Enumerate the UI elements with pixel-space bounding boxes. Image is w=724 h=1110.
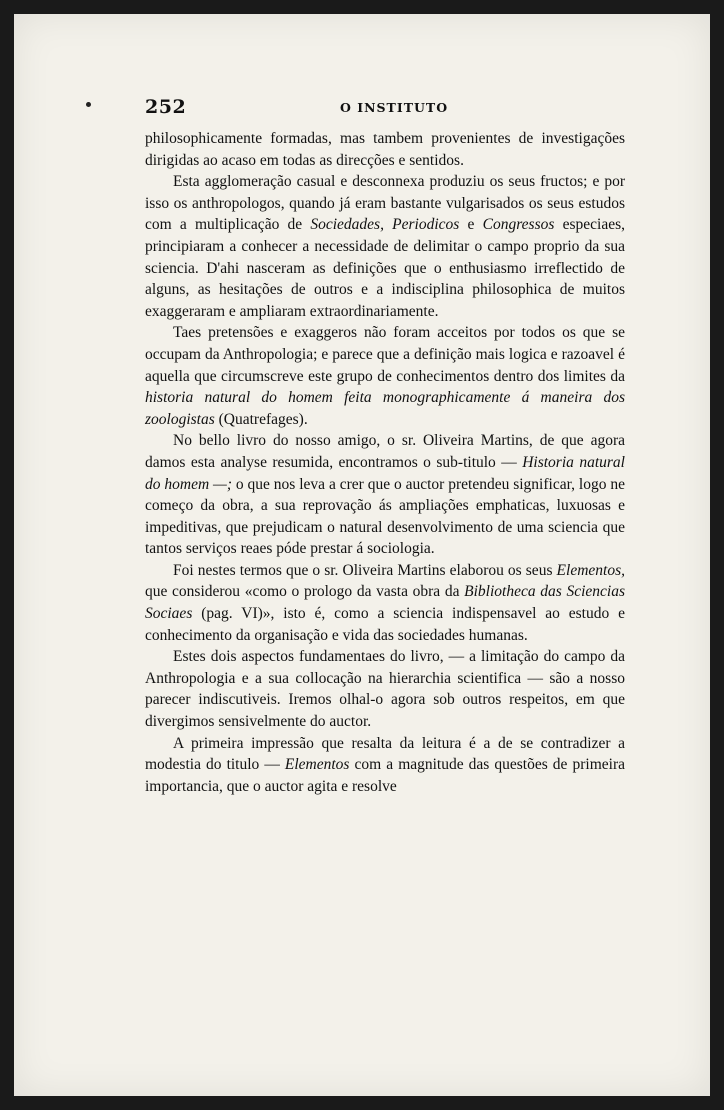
page-number: 252 xyxy=(145,96,187,118)
paragraph xyxy=(145,430,625,560)
paragraph-text: e xyxy=(459,216,483,234)
paragraph xyxy=(145,560,625,646)
paragraph xyxy=(145,646,625,732)
paragraph-text: philosophicamente formadas, mas tambem provenientes de investigações dirigidas ao acaso em todas as direcções e sentidos. xyxy=(145,130,625,169)
paragraph-text: Estes dois aspectos fundamentaes do livro, — a limitação do campo da Anthropologia e a sua collocação na hierarchia scientifica — são a nosso parecer indiscutiveis. Iremos olhal-o agora sob outros respeitos, em que divergimos sensivelmente do auctor. xyxy=(145,648,625,731)
scanned-page xyxy=(14,14,710,1096)
paragraph-text: (Quatrefages). xyxy=(214,410,308,428)
paragraph-text: que considerou «como o prologo da vasta obra da xyxy=(145,583,465,601)
bottom-margin xyxy=(145,969,625,1059)
paragraph-text: Foi nestes termos que o sr. Oliveira Martins elaborou os seus xyxy=(173,561,557,579)
paragraph-text: especiaes, principiaram a conhecer a necessidade de delimitar o campo proprio da sua sciencia. D'ahi nasceram as definições que o enthusiasmo irreflectido de alguns, as hesitações de outros e a indisciplina philosophica de muitos exaggeraram e ampliaram extraordinariamente. xyxy=(145,216,625,320)
paragraph xyxy=(145,322,625,430)
paragraph-text: No bello livro do nosso amigo, o sr. Oliveira Martins, de que agora damos esta analyse resumida, encontramos o sub-titulo — xyxy=(145,432,625,471)
paragraph-text: Taes pretensões e exaggeros não foram acceitos por todos os que se occupam da Anthropologia; e parece que a definição mais logica e razoavel é aquella que circumscreve este grupo de conhecimentos dentro dos limites da xyxy=(145,324,625,385)
page-header xyxy=(145,96,638,126)
paragraph xyxy=(145,171,625,322)
paragraph-text: A primeira impressão que resalta da leitura é a de se contradizer a modestia do titulo — xyxy=(145,734,625,774)
body-text xyxy=(145,128,625,797)
italic-text: Bibliotheca das Sciencias Sociaes xyxy=(145,583,625,623)
paragraph-text: Esta agglomeração casual e desconnexa produziu os seus fructos; e por isso os anthropologos, quando já eram bastante vulgarisados os seus estudos com a multiplicação de xyxy=(145,173,625,234)
italic-text: Sociedades, Periodicos xyxy=(310,216,460,234)
running-title: O INSTITUTO xyxy=(340,100,449,115)
italic-text: Elementos, xyxy=(556,561,625,579)
paragraph xyxy=(145,128,625,171)
italic-text: Congressos xyxy=(482,216,555,234)
paragraph-text: (pag. VI)», isto é, como a sciencia indispensavel ao estudo e conhecimento da organisação e vida das sociedades humanas. xyxy=(145,605,625,644)
margin-dot xyxy=(86,102,91,107)
italic-text: historia natural do homem feita monographicamente á maneira dos zoologistas xyxy=(145,389,625,428)
italic-text: Elementos xyxy=(284,756,350,774)
paragraph xyxy=(145,733,625,798)
paragraph-text: com a magnitude das questões de primeira importancia, que o auctor agita e resolve xyxy=(145,756,625,795)
paragraph-text: o que nos leva a crer que o auctor pretendeu significar, logo ne começo da obra, a sua reprovação ás ampliações emphaticas, luxuosas e impeditivas, que prejudicam o natural desenvolvimento de uma sciencia que tantos serviços reaes póde prestar á sociologia. xyxy=(145,475,625,558)
italic-text: Historia natural do homem —; xyxy=(145,453,625,493)
